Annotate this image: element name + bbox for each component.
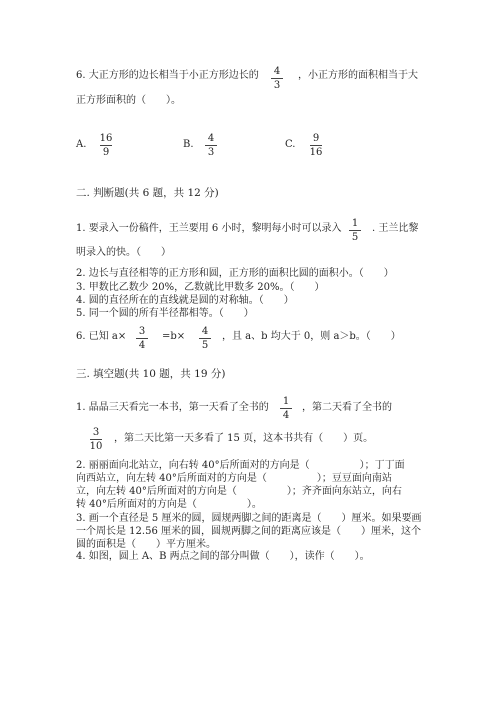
s2-q3: 3. 甲数比乙数少 20%，乙数就比甲数多 20%。（ ） <box>76 282 325 293</box>
s2-q6-part3: ，且 a、b 均大于 0，则 a＞b。（ ） <box>222 331 401 342</box>
option-a-label: A. <box>76 139 87 150</box>
s3-q2-line2: 向西站立，向左转 40°后所面对的方向是（ ）；豆豆面向南站 <box>76 473 392 484</box>
q6-line1-after: ，小正方形的面积相当于大 <box>298 70 418 81</box>
fraction-numerator: 1 <box>282 396 290 407</box>
option-c-label: C. <box>285 139 296 150</box>
fraction-numerator: 4 <box>273 66 281 77</box>
fraction-bar <box>136 338 148 339</box>
fraction-numerator: 3 <box>92 427 100 438</box>
fraction-bar <box>90 439 102 440</box>
s3-q1-fraction-1 <box>274 396 298 421</box>
s2-q2: 2. 边长与直径相等的正方形和圆，正方形的面积比圆的面积小。（ ） <box>76 268 394 279</box>
s2-q1-before: 1. 要录入一份稿件，王兰要用 6 小时，黎明每小时可以录入 <box>76 223 342 234</box>
fraction-numerator: 4 <box>201 326 209 337</box>
s3-q1-after: ，第二天看了全书的 <box>302 402 392 413</box>
s3-q3-line2: 一个周长是 12.56 厘米的圆，圆规两脚之间的距离应该是（ ）厘米，这个 <box>76 526 421 537</box>
fraction-numerator: 4 <box>207 133 215 144</box>
s2-q6-part2: =b× <box>162 331 186 342</box>
fraction-numerator: 1 <box>351 218 359 229</box>
s3-q3-line3: 圆的面积是（ ）平方厘米。 <box>76 539 216 550</box>
s2-q4: 4. 圆的直径所在的直线就是圆的对称轴。（ ） <box>76 295 294 306</box>
fraction-numerator: 9 <box>312 133 320 144</box>
s3-q3-line1: 3. 画一个直径是 5 厘米的圆，圆规两脚之间的距离是（ ）厘米。如果要画 <box>76 513 422 524</box>
s3-q1-before: 1. 晶晶三天看完一本书，第一天看了全书的 <box>76 402 269 413</box>
s2-q5: 5. 同一个圆的所有半径都相等。（ ） <box>76 308 254 319</box>
s3-q1-fraction-2 <box>84 427 108 452</box>
s3-q2-line4: 转 40°后所面对的方向是（ ）。 <box>76 499 262 510</box>
s2-q6-fraction-2 <box>193 326 217 351</box>
section-3-title: 三. 填空题(共 10 题，共 19 分) <box>76 368 226 380</box>
fraction-bar <box>199 338 211 339</box>
fraction-bar <box>280 408 292 409</box>
s2-q1-line2: 明录入的快。（ ） <box>76 247 171 258</box>
s2-q1-fraction <box>343 218 367 243</box>
fraction-denominator: 9 <box>102 147 110 158</box>
s2-q6-part1: 6. 已知 a× <box>76 331 127 342</box>
fraction-bar <box>271 78 283 79</box>
s2-q6-fraction-1 <box>130 326 154 351</box>
fraction-denominator: 4 <box>282 410 290 421</box>
fraction-denominator: 4 <box>138 340 146 351</box>
fraction-numerator: 16 <box>99 133 113 144</box>
fraction-denominator: 5 <box>351 232 359 243</box>
fraction-numerator: 3 <box>138 326 146 337</box>
s3-q2-line3: 立，向左转 40°后所面对的方向是（ ）；齐齐面向东站立，向右 <box>76 486 402 497</box>
option-a-fraction <box>94 133 118 158</box>
option-b-label: B. <box>183 139 194 150</box>
s3-q2-line1: 2. 丽丽面向北站立，向右转 40°后所面对的方向是（ ）；丁丁面 <box>76 460 405 471</box>
fraction-denominator: 3 <box>273 80 281 91</box>
q6-line1-before: 6. 大正方形的边长相当于小正方形边长的 <box>76 70 259 81</box>
fraction-denominator: 16 <box>309 147 323 158</box>
fraction-bar <box>205 145 217 146</box>
s2-q1-after: . 王兰比黎 <box>372 223 419 234</box>
s3-q4: 4. 如图，圆上 A、B 两点之间的部分叫做（ ），读作（ ）。 <box>76 551 370 562</box>
section-2-title: 二. 判断题(共 6 题，共 12 分) <box>76 187 219 199</box>
fraction-denominator: 10 <box>89 441 103 452</box>
fraction-bar <box>310 145 322 146</box>
fraction-bar <box>100 145 112 146</box>
s3-q1-line2: ，第二天比第一天多看了 15 页，这本书共有（ ）页。 <box>114 433 374 444</box>
q6-line2: 正方形面积的（ ）。 <box>76 95 181 106</box>
option-b-fraction <box>199 133 223 158</box>
option-c-fraction <box>304 133 328 158</box>
q6-fraction <box>265 66 289 91</box>
fraction-bar <box>349 230 361 231</box>
fraction-denominator: 3 <box>207 147 215 158</box>
fraction-denominator: 5 <box>201 340 209 351</box>
